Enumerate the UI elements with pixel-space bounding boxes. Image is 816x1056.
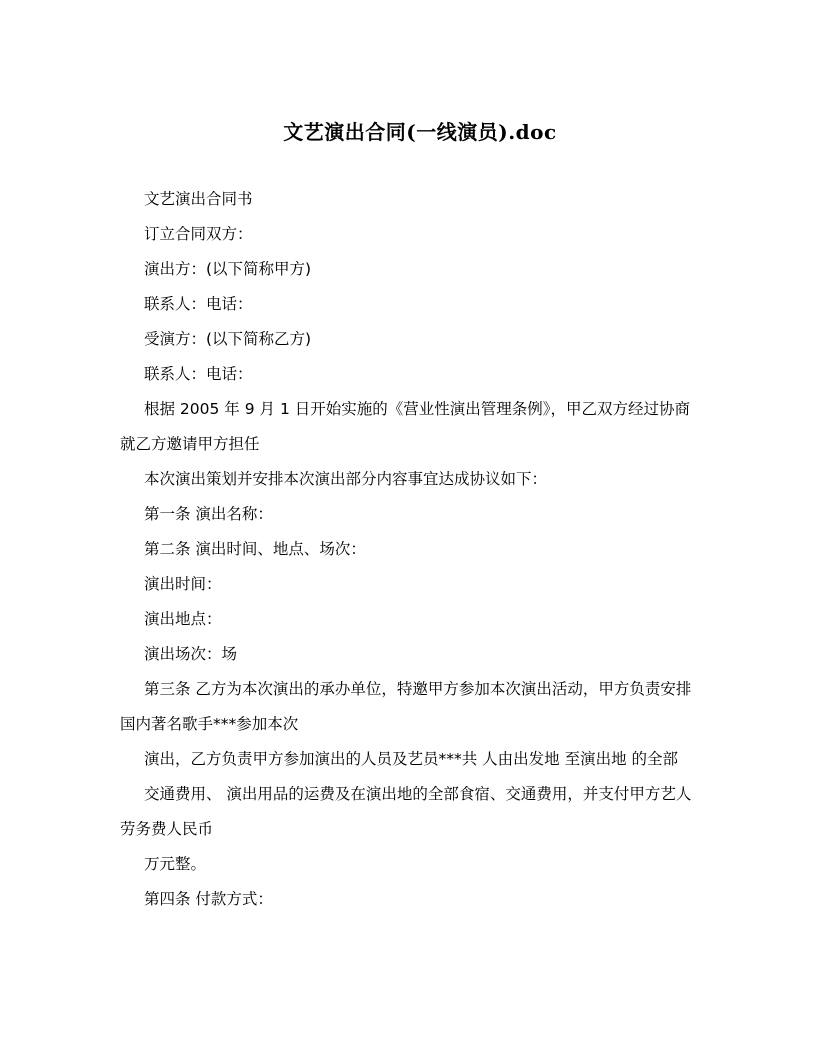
- paragraph-parties: 订立合同双方：: [144, 225, 253, 243]
- paragraph-show-venue: 演出地点：: [144, 610, 222, 628]
- paragraph-show-sessions: 演出场次：场: [144, 645, 238, 663]
- paragraph-agreement: 本次演出策划并安排本次演出部分内容事宜达成协议如下：: [144, 470, 548, 488]
- paragraph-article-3-cont-2: 交通费用、 演出用品的运费及在演出地的全部食宿、交通费用，并支付甲方艺人劳务费人民币: [120, 785, 692, 838]
- paragraph-article-3-cont-3: 万元整。: [144, 855, 207, 873]
- paragraph-article-3: 第三条 乙方为本次演出的承办单位，特邀甲方参加本次演出活动，甲方负责安排国内著名歌手***参加本次: [120, 680, 692, 733]
- paragraph-contract-heading: 文艺演出合同书: [144, 190, 253, 208]
- paragraph-performer-contact: 联系人：电话：: [144, 295, 253, 313]
- paragraph-performer: 演出方：(以下简称甲方): [144, 260, 312, 278]
- paragraph-basis: 根据 2005 年 9 月 1 日开始实施的《营业性演出管理条例》，甲乙双方经过协商就乙方邀请甲方担任: [120, 400, 690, 453]
- paragraph-article-1: 第一条 演出名称：: [144, 505, 273, 523]
- document-title: 文艺演出合同(一线演员).doc: [283, 120, 557, 144]
- paragraph-article-4: 第四条 付款方式：: [144, 890, 273, 908]
- paragraph-host-contact: 联系人：电话：: [144, 365, 253, 383]
- paragraph-host: 受演方：(以下简称乙方): [144, 330, 312, 348]
- document-body: [120, 182, 700, 917]
- paragraph-show-time: 演出时间：: [144, 575, 222, 593]
- paragraph-article-2: 第二条 演出时间、地点、场次：: [144, 540, 366, 558]
- paragraph-article-3-cont-1: 演出，乙方负责甲方参加演出的人员及艺员***共 人由出发地 至演出地 的全部: [144, 750, 679, 768]
